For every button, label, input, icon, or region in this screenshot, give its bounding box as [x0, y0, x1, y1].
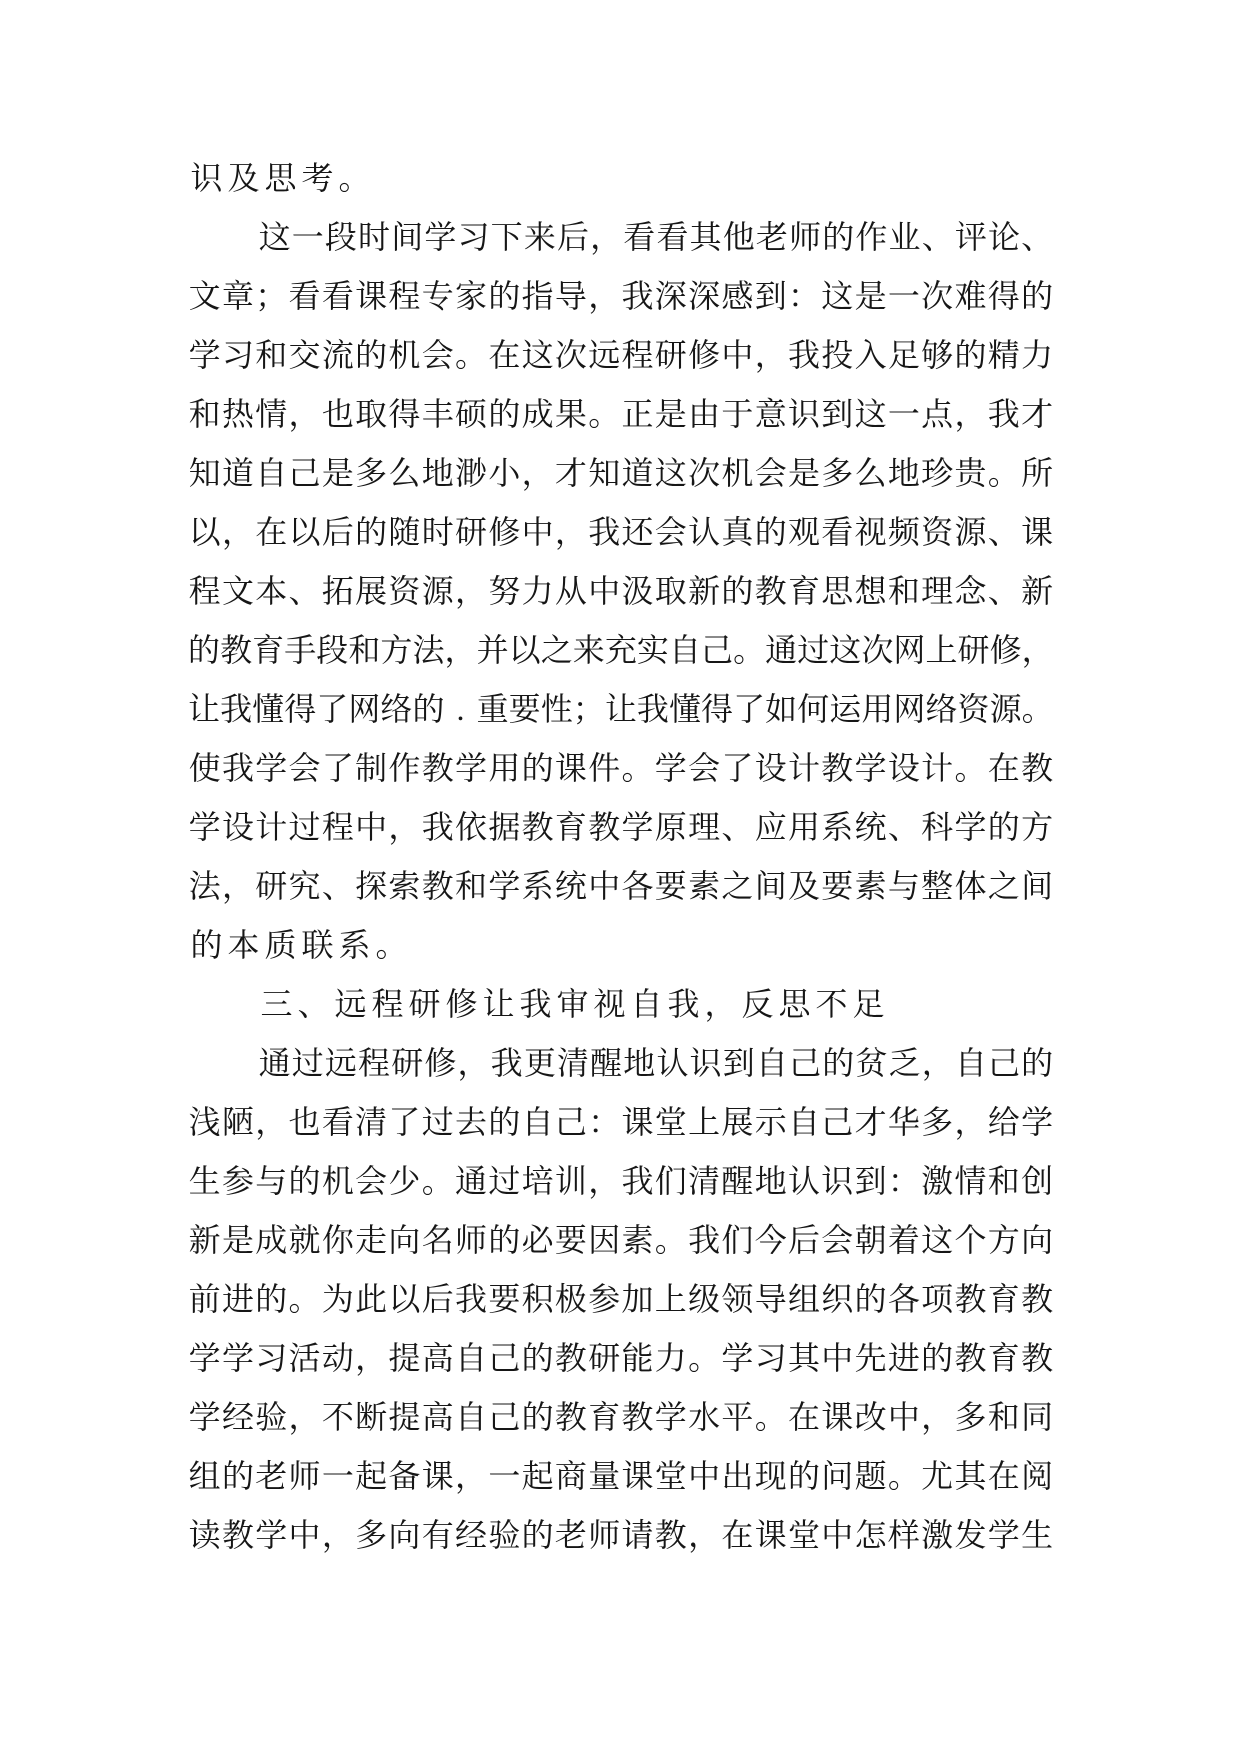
text-line: 识 及 思 考 。: [190, 159, 371, 196]
text-line: 的 本 质 联 系 。: [190, 926, 408, 963]
text-line: 读 教 学 中 ， 多 向 有 经 验 的 老 师 请 教 ， 在 课 堂 中 怎 样 激 发 学 生: [188, 1516, 1054, 1553]
text-line: 学 经 验 ， 不 断 提 高 自 己 的 教 育 教 学 水 平 。 在 课 改 中 ， 多 和 同: [188, 1398, 1054, 1435]
text-line: 法 ， 研 究 、 探 索 教 和 学 系 统 中 各 要 素 之 间 及 要 素 与 整 体 之 间: [188, 867, 1054, 904]
text-line: 程 文 本 、 拓 展 资 源 ， 努 力 从 中 汲 取 新 的 教 育 思 想 和 理 念 、 新: [188, 572, 1054, 609]
text-line: 文 章 ； 看 看 课 程 专 家 的 指 导 ， 我 深 深 感 到 ： 这 是 一 次 难 得 的: [188, 277, 1054, 314]
text-line: 使 我 学 会 了 制 作 教 学 用 的 课 件 。 学 会 了 设 计 教 学 设 计 。 在 教: [188, 749, 1054, 786]
text-line: 学 学 习 活 动 ， 提 高 自 己 的 教 研 能 力 。 学 习 其 中 先 进 的 教 育 教: [188, 1339, 1054, 1376]
text-line: 通 过 远 程 研 修 ， 我 更 清 醒 地 认 识 到 自 己 的 贫 乏 ， 自 己 的: [258, 1044, 1054, 1081]
text-line: 三 、 远 程 研 修 让 我 审 视 自 我 ， 反 思 不 足: [260, 985, 885, 1022]
text-line: 和 热 情 ， 也 取 得 丰 硕 的 成 果 。 正 是 由 于 意 识 到 这 一 点 ， 我 才: [188, 395, 1054, 432]
text-line: 这 一 段 时 间 学 习 下 来 后 ， 看 看 其 他 老 师 的 作 业 、 评 论 、: [258, 218, 1054, 255]
text-line: 组 的 老 师 一 起 备 课 ， 一 起 商 量 课 堂 中 出 现 的 问 题 。 尤 其 在 阅: [188, 1457, 1054, 1494]
text-line: 浅 陋 ， 也 看 清 了 过 去 的 自 己 ： 课 堂 上 展 示 自 己 才 华 多 ， 给 学: [188, 1103, 1054, 1140]
text-line: 让 我 懂 得 了 网 络 的 . 重 要 性 ； 让 我 懂 得 了 如 何 运 用 网 络 资 源 。: [188, 690, 1054, 727]
text-line: 以 ， 在 以 后 的 随 时 研 修 中 ， 我 还 会 认 真 的 观 看 视 频 资 源 、 课: [188, 513, 1054, 550]
text-line: 知 道 自 己 是 多 么 地 渺 小 ， 才 知 道 这 次 机 会 是 多 么 地 珍 贵 。 所: [188, 454, 1054, 491]
text-line: 新 是 成 就 你 走 向 名 师 的 必 要 因 素 。 我 们 今 后 会 朝 着 这 个 方 向: [188, 1221, 1054, 1258]
text-line: 前 进 的 。 为 此 以 后 我 要 积 极 参 加 上 级 领 导 组 织 的 各 项 教 育 教: [188, 1280, 1054, 1317]
text-line: 学 习 和 交 流 的 机 会 。 在 这 次 远 程 研 修 中 ， 我 投 入 足 够 的 精 力: [188, 336, 1054, 373]
text-line: 生 参 与 的 机 会 少 。 通 过 培 训 ， 我 们 清 醒 地 认 识 到 ： 激 情 和 创: [188, 1162, 1054, 1199]
text-line: 学 设 计 过 程 中 ， 我 依 据 教 育 教 学 原 理 、 应 用 系 统 、 科 学 的 方: [188, 808, 1054, 845]
text-line: 的 教 育 手 段 和 方 法 ， 并 以 之 来 充 实 自 己 。 通 过 这 次 网 上 研 修 ，: [188, 631, 1054, 668]
